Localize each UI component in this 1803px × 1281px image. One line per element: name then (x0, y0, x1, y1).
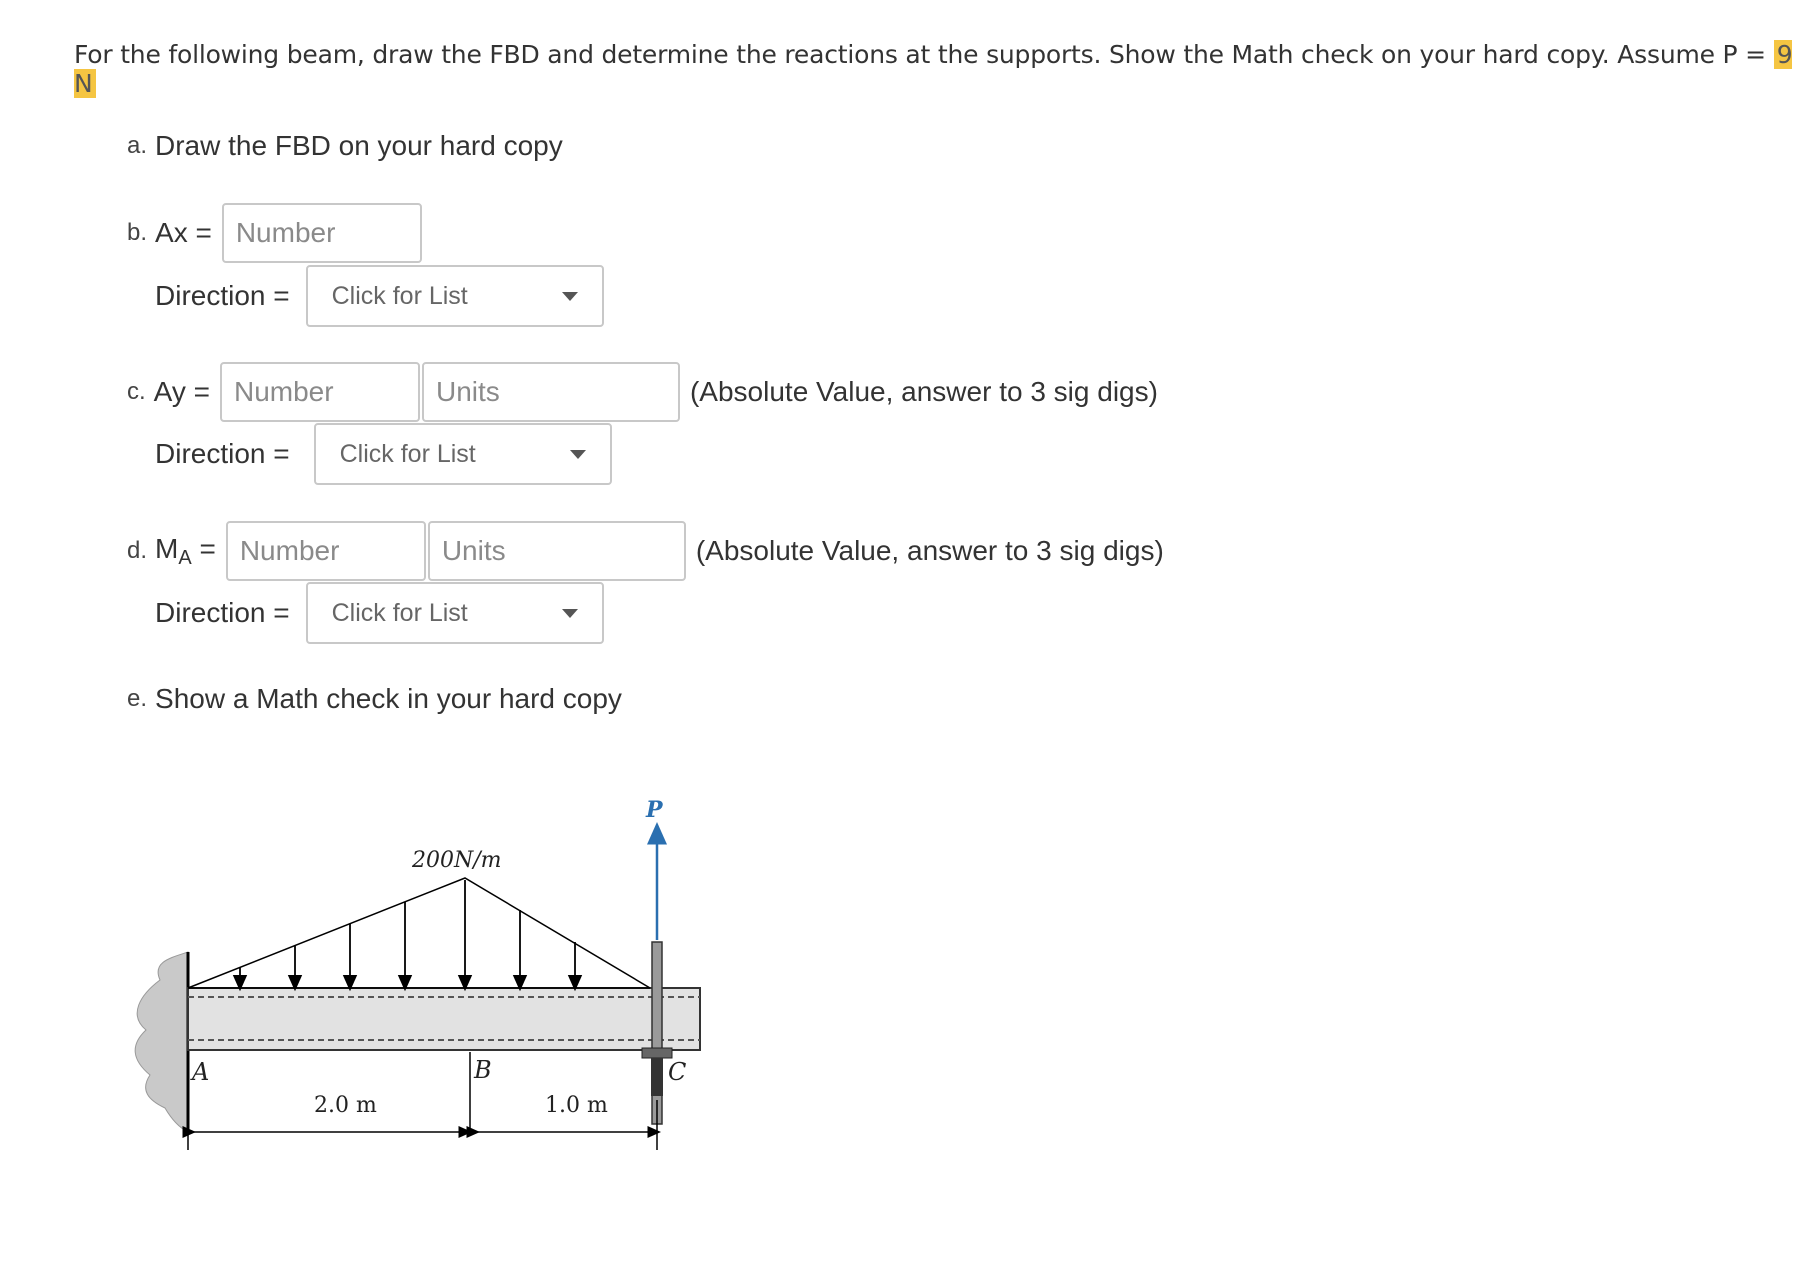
ay-label: Ay = (153, 376, 210, 407)
part-c (127, 362, 1158, 422)
load-outline (188, 878, 650, 988)
ax-label: Ax = (155, 217, 212, 248)
ax-direction-select[interactable] (306, 265, 604, 327)
ay-units-input[interactable] (422, 362, 680, 422)
rod-at-c (652, 942, 662, 1124)
point-b-label: B (474, 1056, 492, 1084)
ay-number-input[interactable] (220, 362, 420, 422)
ma-number-input[interactable] (226, 521, 426, 581)
load-arrows (240, 880, 575, 984)
problem-text: For the following beam, draw the FBD and determine the reactions at the supports. Show the Math check on your hard copy. Assume P = (74, 40, 1774, 69)
ay-direction-label: Direction = (155, 438, 290, 469)
ma-label-sub: A (178, 546, 192, 569)
ma-label-main: M (155, 532, 179, 564)
part-a-prefix: a. (127, 132, 148, 159)
ma-note: (Absolute Value, answer to 3 sig digs) (695, 535, 1164, 566)
part-e (127, 683, 622, 715)
ma-direction-select-text: Click for List (331, 598, 468, 627)
ax-direction-label: Direction = (155, 280, 290, 311)
chevron-down-icon (562, 292, 578, 301)
rod-nut (642, 1048, 672, 1058)
load-label: 200N/m (412, 848, 502, 873)
point-a-label: A (192, 1058, 210, 1086)
ma-direction-select[interactable] (306, 582, 604, 644)
ax-number-input[interactable] (222, 203, 422, 263)
beam-figure (120, 790, 740, 1170)
part-e-text: Show a Math check in your hard copy (155, 683, 622, 714)
ma-label (155, 533, 216, 570)
ay-direction-select[interactable] (314, 423, 612, 485)
rod-thread (651, 1058, 663, 1096)
force-p-label: P (646, 797, 663, 823)
chevron-down-icon (562, 609, 578, 618)
problem-statement (74, 40, 1803, 98)
dim-1-label: 2.0 m (314, 1093, 377, 1118)
part-c-direction (155, 423, 612, 485)
p-value-highlight: 9 N (74, 40, 1793, 98)
part-d (127, 521, 1164, 581)
ay-direction-select-text: Click for List (339, 439, 476, 468)
part-b-direction (155, 265, 604, 327)
part-c-prefix: c. (127, 378, 146, 405)
ma-label-eq: = (199, 532, 216, 564)
part-d-prefix: d. (127, 537, 148, 564)
ax-direction-select-text: Click for List (331, 281, 468, 310)
part-e-prefix: e. (127, 685, 148, 712)
part-a (127, 130, 563, 162)
part-b-prefix: b. (127, 219, 148, 246)
part-b (127, 203, 422, 263)
chevron-down-icon (570, 450, 586, 459)
ma-units-input[interactable] (428, 521, 686, 581)
ma-direction-label: Direction = (155, 597, 290, 628)
dim-2-label: 1.0 m (545, 1093, 608, 1118)
part-a-text: Draw the FBD on your hard copy (155, 130, 563, 161)
fixed-wall (135, 952, 188, 1132)
part-d-direction (155, 582, 604, 644)
ay-note: (Absolute Value, answer to 3 sig digs) (689, 376, 1158, 407)
point-c-label: C (668, 1058, 687, 1086)
